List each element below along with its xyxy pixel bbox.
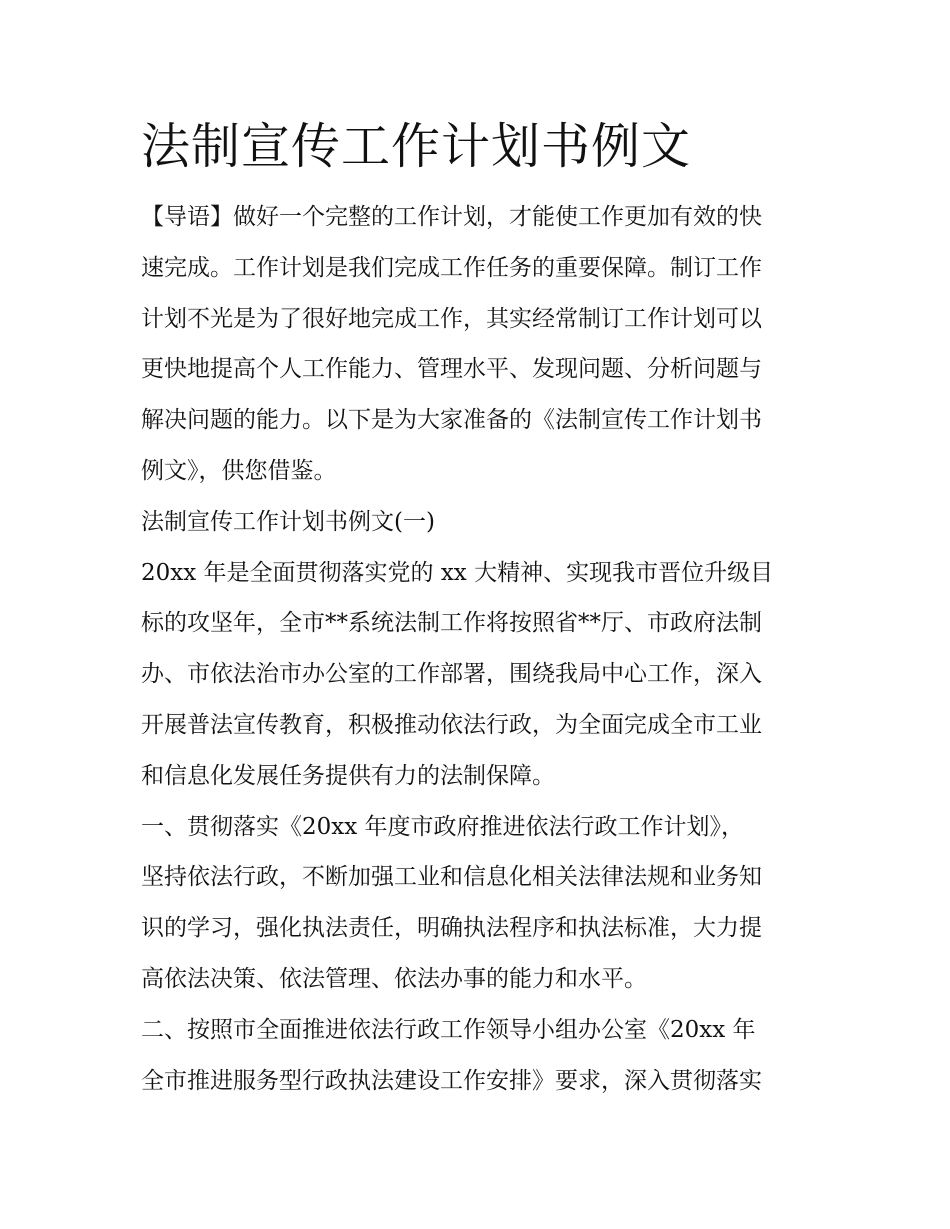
text-line: 高依法决策、依法管理、依法办事的能力和水平。 [141,965,647,992]
body-paragraph [141,802,813,1005]
text-line: 开展普法宣传教育，积极推动依法行政，为全面完成全市工业 [141,711,762,738]
text-line: 一、贯彻落实《20xx 年度市政府推进依法行政工作计划》， [141,813,745,840]
intro-paragraph [141,192,813,497]
text-line: 例文》，供您借鉴。 [141,457,337,484]
body-paragraph [141,548,813,802]
text-line: 更快地提高个人工作能力、管理水平、发现问题、分析问题与 [141,356,762,383]
text-line: 识的学习，强化执法责任，明确执法程序和执法标准，大力提 [141,915,762,942]
text-line: 二、按照市全面推进依法行政工作领导小组办公室《20xx 年 [141,1016,756,1043]
section-heading [141,497,813,548]
text-line: 和信息化发展任务提供有力的法制保障。 [141,762,555,789]
document-page [141,112,813,1106]
text-line: 全市推进服务型行政执法建设工作安排》要求，深入贯彻落实 [141,1067,762,1094]
text-line: 解决问题的能力。以下是为大家准备的《法制宣传工作计划书 [141,407,762,434]
document-title: 法制宣传工作计划书例文 [141,118,692,175]
text-line: 坚持依法行政，不断加强工业和信息化相关法律法规和业务知 [141,864,762,891]
text-line: 速完成。工作计划是我们完成工作任务的重要保障。制订工作 [141,254,762,281]
text-line: 法制宣传工作计划书例文(一) [141,508,435,535]
body-paragraph [141,1005,813,1107]
text-line: 办、市依法治市办公室的工作部署，围绕我局中心工作，深入 [141,661,762,688]
text-line: 20xx 年是全面贯彻落实党的 xx 大精神、实现我市晋位升级目 [141,559,774,586]
text-line: 【导语】做好一个完整的工作计划，才能使工作更加有效的快 [141,204,762,230]
text-line: 计划不光是为了很好地完成工作，其实经常制订工作计划可以 [141,305,762,332]
text-line: 标的攻坚年，全市**系统法制工作将按照省**厅、市政府法制 [141,610,762,637]
